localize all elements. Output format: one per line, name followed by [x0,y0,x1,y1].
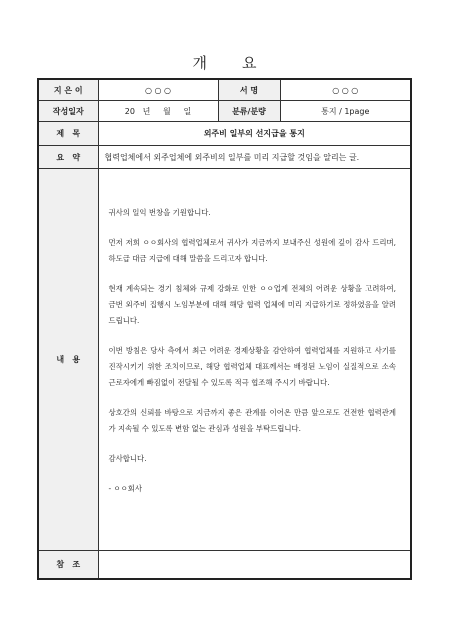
subject-label: 제 목 [38,122,98,146]
title-part-1: 개 [192,54,208,72]
content-signoff: - ㅇㅇ회사 [108,484,143,493]
signature-value: ○ ○ ○ [280,79,411,101]
reference-value [98,551,411,580]
summary-value: 협력업체에서 외주업체에 외주비의 일부를 미리 지급할 것임을 알리는 글. [98,146,411,169]
title-part-2: 요 [242,54,258,72]
category-label: 분류/분량 [218,101,280,122]
reference-label: 참 조 [38,551,98,580]
content-paragraph: 이번 방침은 당사 측에서 최근 어려운 경제상황을 감안하여 협력업체를 지원하고 사기를 진작시키기 위한 조치이므로, 해당 협력업체 대표께서는 배정된 노임이 실질적으로 소속 근로자에게 빠짐없이 전달될 수 있도록 적극 협조해 주시기 바랍니다. [108,346,396,387]
sender-value: ○ ○ ○ [98,79,218,101]
content-paragraph: 현재 계속되는 경기 침체와 규제 강화로 인한 ㅇㅇ업계 전체의 어려운 상황을 고려하여, 금번 외주비 집행시 노임부분에 대해 해당 협력 업체에 미리 지급하기로 정하였음을 알려드립니다. [108,284,396,325]
page-title [0,52,450,73]
content-paragraph: 먼저 저희 ㅇㅇ회사의 협력업체로서 귀사가 지금까지 보내주신 성원에 깊이 감사 드리며, 하도급 대금 지급에 대해 말씀을 드리고자 합니다. [108,238,396,263]
content-paragraph: 감사합니다. [108,454,147,463]
signature-label: 서 명 [218,79,280,101]
content-body [98,169,411,551]
summary-sheet [37,78,412,580]
category-value: 통지 / 1page [280,101,411,122]
sender-label: 지 은 이 [38,79,98,101]
subject-value: 외주비 일부의 선지급을 통지 [98,122,411,146]
summary-label: 요 약 [38,146,98,169]
content-paragraph: 귀사의 일익 번창을 기원합니다. [108,208,211,217]
content-label: 내 용 [38,169,98,551]
content-paragraph: 상호간의 신뢰를 바탕으로 지금까지 좋은 관계를 이어온 만큼 앞으로도 건전한 협력관계가 지속될 수 있도록 변함 없는 관심과 성원을 부탁드립니다. [108,408,396,433]
date-label: 작성일자 [38,101,98,122]
date-value: 20 년 월 일 [98,101,218,122]
